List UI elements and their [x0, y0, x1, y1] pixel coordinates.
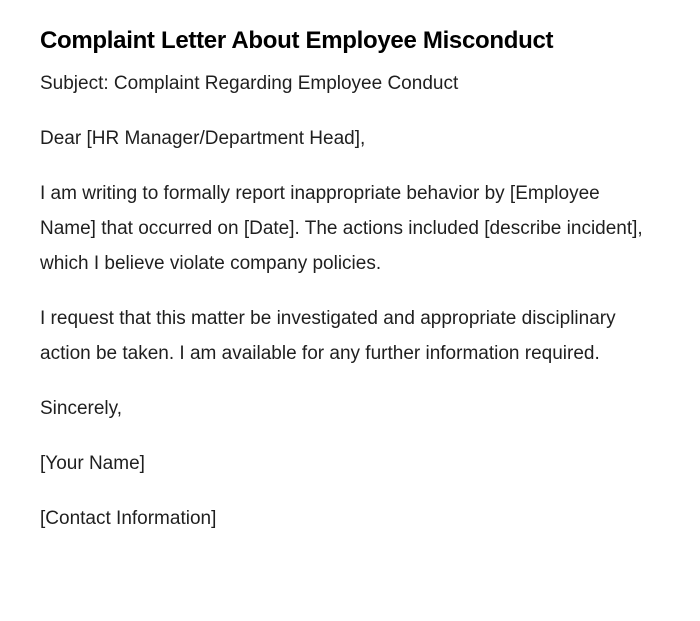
body-paragraph-request: I request that this matter be investigated and appropriate disciplinary action be taken. I am available for any further information required.: [40, 308, 616, 364]
page-title: Complaint Letter About Employee Misconduct: [40, 27, 554, 54]
signature-name: [Your Name]: [40, 453, 145, 474]
closing: Sincerely,: [40, 398, 123, 419]
salutation: Dear [HR Manager/Department Head],: [40, 128, 366, 149]
subject-line: Subject: Complaint Regarding Employee Conduct: [40, 73, 459, 94]
contact-information: [Contact Information]: [40, 508, 217, 529]
body-paragraph-report: I am writing to formally report inappropriate behavior by [Employee Name] that occurred on [Date]. The actions included [describe incident], which I believe violate company policies.: [40, 183, 643, 274]
